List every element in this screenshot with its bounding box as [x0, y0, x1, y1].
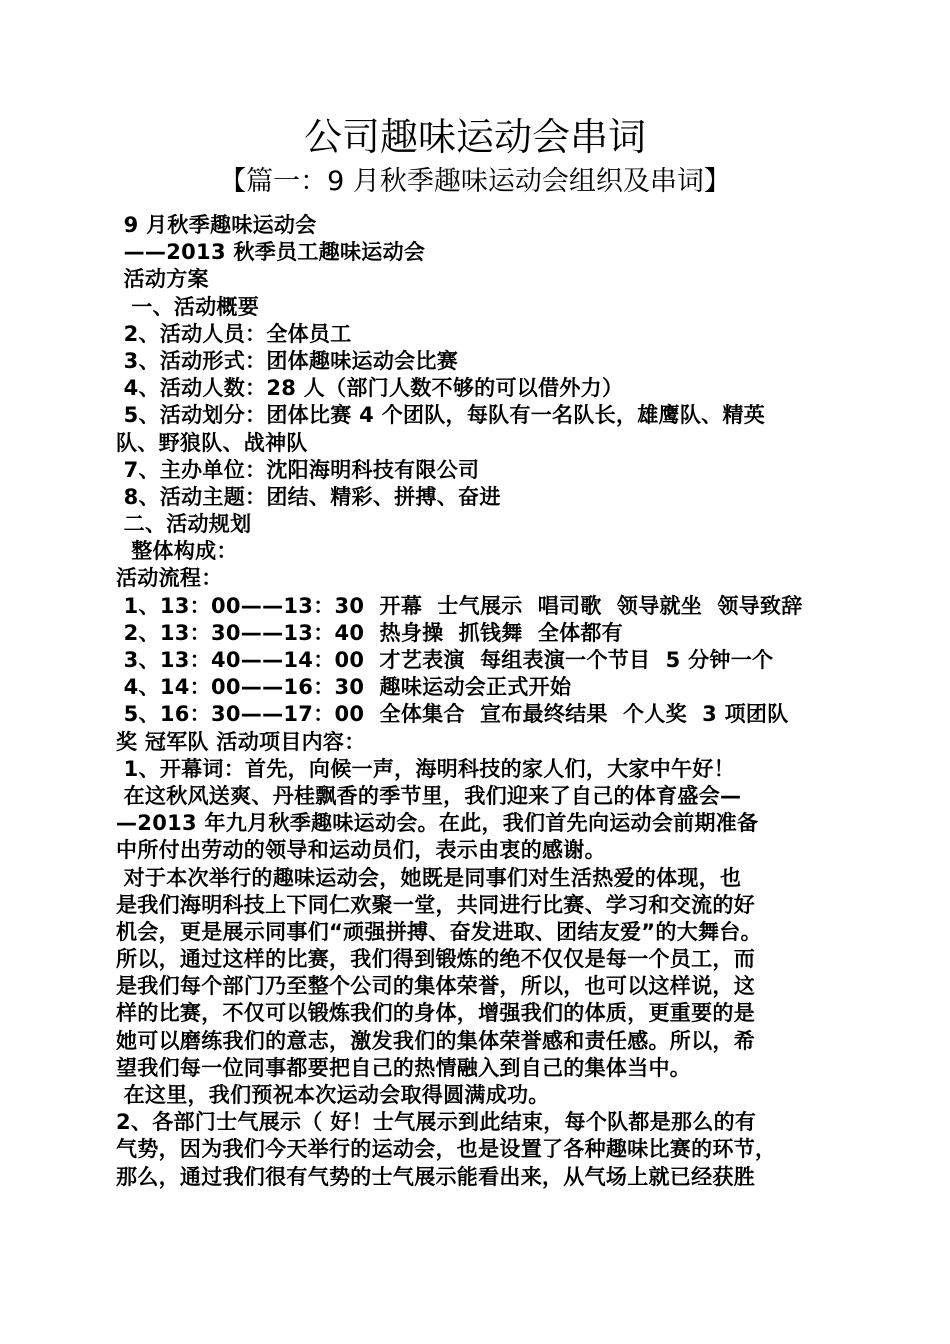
text-line: 是我们海明科技上下同仁欢聚一堂，共同进行比赛、学习和交流的好: [116, 892, 755, 917]
text-line: 二、活动规划: [116, 512, 252, 537]
text-line: 8、活动主题：团结、精彩、拼搏、奋进: [116, 484, 501, 509]
document-subtitle: 【篇一：9 月秋季趣味运动会组织及串词】: [219, 166, 731, 197]
text-line: 一、活动概要: [116, 294, 260, 319]
text-line: 对于本次举行的趣味运动会，她既是同事们对生活热爱的体现，也: [116, 865, 742, 890]
text-line: 4、活动人数：28 人（部门人数不够的可以借外力）: [116, 376, 624, 401]
text-line: 9 月秋季趣味运动会: [116, 213, 317, 237]
text-line: 整体构成：: [116, 539, 238, 564]
text-line: 望我们每一位同事都要把自己的热情融入到自己的集体当中。: [116, 1055, 692, 1080]
text-line: 那么，通过我们很有气势的士气展示能看出来，从气场上就已经获胜: [116, 1164, 755, 1189]
document-body: [116, 212, 840, 1191]
text-line: 在这秋风送爽、丹桂飘香的季节里，我们迎来了自己的体育盛会—: [116, 783, 742, 808]
text-line: 3、13：40——14：00 才艺表演 每组表演一个节目 5 分钟一个: [116, 648, 774, 672]
text-line: 中所付出劳动的领导和运动员们，表示由衷的感谢。: [116, 838, 606, 863]
text-line: 5、16：30——17：00 全体集合 宣布最终结果 个人奖 3 项团队: [116, 702, 789, 727]
text-line: 1、13：00——13：30 开幕 士气展示 唱司歌 领导就坐 领导致辞: [116, 593, 803, 618]
text-line: 在这里，我们预祝本次运动会取得圆满成功。: [116, 1083, 550, 1107]
text-line: —2013 年九月秋季趣味运动会。在此，我们首先向运动会前期准备: [116, 811, 759, 836]
text-line: 2、活动人员：全体员工: [116, 321, 352, 346]
text-line: 机会，更是展示同事们“顽强拼搏、奋发进取、团结友爱”的大舞台。: [116, 919, 762, 944]
document-title: 公司趣味运动会串词: [303, 115, 646, 159]
text-line: 所以，通过这样的比赛，我们得到锻炼的绝不仅仅是每一个员工，而: [116, 947, 755, 972]
text-line: 7、主办单位：沈阳海明科技有限公司: [116, 457, 480, 482]
text-line: 样的比赛，不仅可以锻炼我们的身体，增强我们的体质，更重要的是: [116, 1001, 755, 1026]
text-line: 1、开幕词：首先，向候一声，海明科技的家人们，大家中午好！: [116, 756, 735, 781]
text-line: ——2013 秋季员工趣味运动会: [116, 240, 426, 265]
text-line: 奖 冠军队 活动项目内容：: [116, 729, 366, 754]
text-line: 2、13：30——13：40 热身操 抓钱舞 全体都有: [116, 620, 623, 645]
text-line: 队、野狼队、战神队: [116, 430, 308, 455]
text-line: 2、各部门士气展示（ 好！士气展示到此结束，每个队都是那么的有: [116, 1110, 757, 1135]
text-line: 活动方案: [116, 267, 209, 292]
text-line: 气势，因为我们今天举行的运动会，也是设置了各种趣味比赛的环节，: [116, 1137, 777, 1162]
text-line: 她可以磨练我们的意志，激发我们的集体荣誉感和责任感。所以，希: [116, 1028, 755, 1053]
text-line: 是我们每个部门乃至整个公司的集体荣誉，所以，也可以这样说，这: [116, 974, 755, 999]
text-line: 5、活动划分：团体比赛 4 个团队，每队有一名队长，雄鹰队、精英: [116, 403, 766, 428]
text-line: 活动流程：: [116, 566, 223, 591]
text-line: 4、14：00——16：30 趣味运动会正式开始: [116, 675, 572, 700]
text-line: 3、活动形式：团体趣味运动会比赛: [116, 348, 459, 373]
